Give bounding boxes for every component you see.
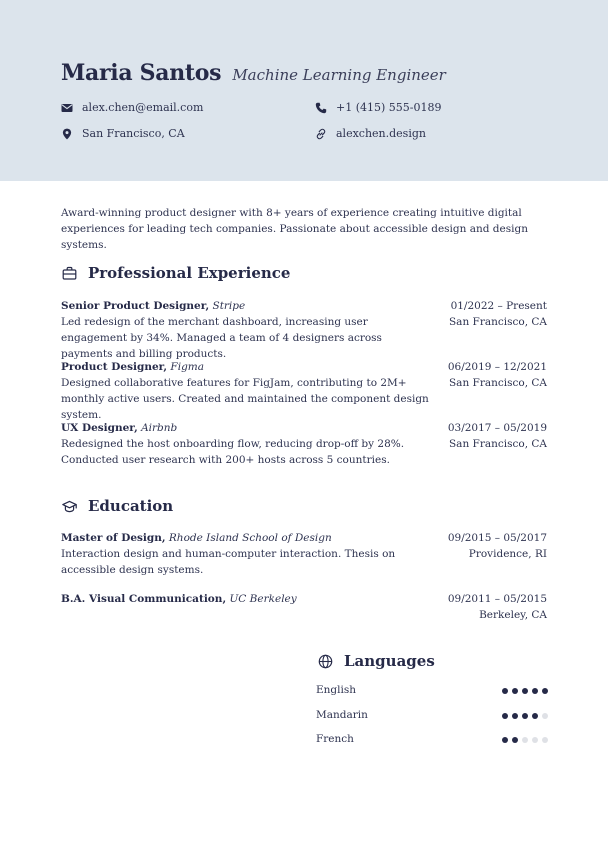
language-item xyxy=(316,709,548,725)
contact-email[interactable] xyxy=(61,101,203,114)
language-item xyxy=(316,733,548,749)
phone-text: +1 (415) 555-0189 xyxy=(336,101,442,114)
experience-item xyxy=(61,420,547,468)
experience-heading-text: Professional Experience xyxy=(88,264,291,282)
phone-icon xyxy=(315,102,327,114)
experience-item xyxy=(61,298,547,362)
envelope-icon xyxy=(61,102,73,114)
graduation-cap-icon xyxy=(62,499,77,514)
proficiency-dots xyxy=(502,713,548,719)
globe-icon xyxy=(318,654,333,669)
job-dates: 01/2022 – Present xyxy=(450,300,547,312)
proficiency-dot-empty xyxy=(522,737,528,743)
contact-phone[interactable] xyxy=(315,101,442,114)
company-name: Figma xyxy=(170,361,205,373)
language-name: French xyxy=(316,733,354,745)
job-title: UX Designer, xyxy=(61,422,138,434)
proficiency-dot-empty xyxy=(542,737,548,743)
experience-heading xyxy=(62,264,290,282)
job-description: Redesigned the host onboarding flow, reducing drop-off by 28%. Conducted user research with 200+ hosts across 5 countries. xyxy=(61,438,405,466)
proficiency-dot-filled xyxy=(502,737,508,743)
location-text: San Francisco, CA xyxy=(82,127,185,140)
degree-name: Master of Design, xyxy=(61,532,166,544)
job-location: San Francisco, CA xyxy=(448,377,547,389)
experience-item xyxy=(61,359,547,423)
proficiency-dot-filled xyxy=(532,688,538,694)
proficiency-dot-empty xyxy=(532,737,538,743)
job-meta xyxy=(449,298,547,330)
proficiency-dot-filled xyxy=(522,688,528,694)
website-text: alexchen.design xyxy=(336,127,426,140)
contact-location xyxy=(61,127,185,140)
languages-heading xyxy=(318,652,435,670)
job-dates: 03/2017 – 05/2019 xyxy=(447,422,547,434)
education-description: Interaction design and human-computer interaction. Thesis on accessible design systems. xyxy=(61,548,396,576)
map-pin-icon xyxy=(61,128,73,140)
education-heading xyxy=(62,497,173,515)
degree-name: B.A. Visual Communication, xyxy=(61,593,227,605)
education-item xyxy=(61,530,547,578)
job-dates: 06/2019 – 12/2021 xyxy=(447,361,547,373)
language-name: English xyxy=(316,684,357,696)
education-location: Berkeley, CA xyxy=(479,609,547,621)
education-item xyxy=(61,591,547,621)
languages-heading-text: Languages xyxy=(344,652,435,670)
language-item xyxy=(316,684,548,700)
job-meta xyxy=(448,420,547,452)
job-title: Senior Product Designer, xyxy=(61,300,210,312)
candidate-name: Maria Santos xyxy=(61,60,222,86)
job-title: Product Designer, xyxy=(61,361,168,373)
education-location: Providence, RI xyxy=(468,548,547,560)
education-dates: 09/2015 – 05/2017 xyxy=(447,532,547,544)
education-dates: 09/2011 – 05/2015 xyxy=(447,593,547,605)
job-description: Designed collaborative features for FigJam, contributing to 2M+ monthly active users. Created and maintained the component design system. xyxy=(61,377,429,421)
education-meta xyxy=(448,530,547,562)
language-name: Mandarin xyxy=(316,709,368,721)
school-name: Rhode Island School of Design xyxy=(168,532,332,544)
resume-header xyxy=(0,0,608,181)
email-text: alex.chen@email.com xyxy=(82,101,204,114)
proficiency-dot-filled xyxy=(542,688,548,694)
company-name: Airbnb xyxy=(141,422,178,434)
proficiency-dots xyxy=(502,737,548,743)
briefcase-icon xyxy=(62,266,77,281)
professional-summary: Award-winning product designer with 8+ years of experience creating intuitive digital experiences for leading tech companies. Passionate about accessible design and design systems. xyxy=(61,207,528,251)
job-location: San Francisco, CA xyxy=(448,316,547,328)
company-name: Stripe xyxy=(212,300,246,312)
proficiency-dot-filled xyxy=(532,713,538,719)
proficiency-dot-filled xyxy=(522,713,528,719)
proficiency-dot-filled xyxy=(512,713,518,719)
proficiency-dot-filled xyxy=(502,688,508,694)
link-icon xyxy=(315,128,327,140)
proficiency-dot-filled xyxy=(512,737,518,743)
education-heading-text: Education xyxy=(88,497,174,515)
job-meta xyxy=(448,359,547,391)
candidate-title: Machine Learning Engineer xyxy=(232,66,446,84)
school-name: UC Berkeley xyxy=(229,593,297,605)
education-meta xyxy=(448,591,547,623)
job-description: Led redesign of the merchant dashboard, increasing user engagement by 34%. Managed a team of 4 designers across payments and billing products. xyxy=(61,316,382,360)
proficiency-dot-empty xyxy=(542,713,548,719)
proficiency-dot-filled xyxy=(502,713,508,719)
proficiency-dots xyxy=(502,688,548,694)
proficiency-dot-filled xyxy=(512,688,518,694)
job-location: San Francisco, CA xyxy=(448,438,547,450)
name-title-row xyxy=(61,60,446,86)
contact-website[interactable] xyxy=(315,127,426,140)
